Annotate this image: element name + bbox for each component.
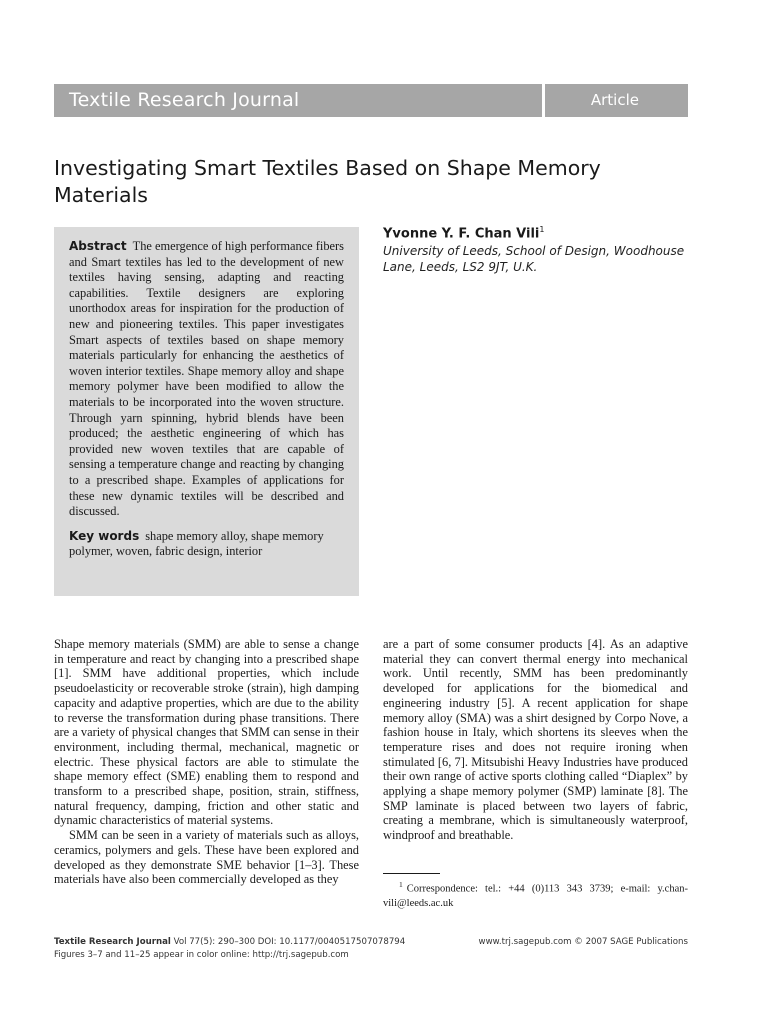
footer-citation-text: Vol 77(5): 290–300 DOI: 10.1177/0040517507078794 <box>170 937 406 947</box>
body-paragraph: Shape memory materials (SMM) are able to sense a change in temperature and react by changing into a prescribed shape [1]. SMM have additional properties, which include pseudoelasticity or recoverable stroke (strain), high damping capacity and adaptive properties, which are due to the ability to reverse the transformation during phase transitions. There are a variety of physical changes that SMM can sense in their environment, including thermal, mechanical, magnetic or electric. These physical factors are able to stimulate the shape memory effect (SME) enabling them to respond and transform to a prescribed shape, position, strain, stiffness, natural frequency, damping, friction and other static and dynamic characteristics of material systems. <box>54 637 359 828</box>
keywords-label: Key words <box>69 528 140 543</box>
author-affiliation: University of Leeds, School of Design, Woodhouse Lane, Leeds, LS2 9JT, U.K. <box>383 244 685 275</box>
abstract-box <box>54 227 359 596</box>
abstract-label: Abstract <box>69 239 127 253</box>
footnote-text: Correspondence: tel.: +44 (0)113 343 3739; e-mail: y.chan-vili@leeds.ac.uk <box>383 883 688 909</box>
keywords-text: shape memory alloy, shape memory polymer, woven, fabric design, interior <box>69 528 324 559</box>
body-paragraph: are a part of some consumer products [4]. As an adaptive material they can convert thermal energy into mechanical work. Until recently, SMM has been predominantly developed for applications for the biomedical and engineering industry [5]. A recent application for shape memory alloy (SMA) was a shirt designed by Corpo Nove, a fashion house in Italy, which shortens its sleeves when the temperature rises and does not require ironing when stimulated [6, 7]. Mitsubishi Heavy Industries have produced their own range of active sports clothing called “Diaplex” by applying a shape memory polymer (SMP) laminate [8]. The SMP laminate is placed between two layers of fabric, creating a membrane, which is simultaneously waterproof, windproof and breathable. <box>383 637 688 843</box>
article-type-label: Article <box>545 84 688 117</box>
footer-journal-name: Textile Research Journal <box>54 937 171 947</box>
footnote-divider <box>383 873 440 874</box>
footnote <box>383 878 688 912</box>
abstract-paragraph <box>69 239 344 520</box>
author-name: Yvonne Y. F. Chan Vili <box>383 226 540 242</box>
author-name-line <box>383 225 693 241</box>
body-column-right <box>383 637 688 843</box>
journal-name: Textile Research Journal <box>54 84 542 117</box>
author-block <box>383 225 693 275</box>
keywords-paragraph <box>69 529 344 560</box>
paper-title: Investigating Smart Textiles Based on Shape Memory Materials <box>54 156 601 207</box>
journal-header-bar <box>54 84 688 117</box>
footer-publisher: www.trj.sagepub.com © 2007 SAGE Publications <box>478 937 688 947</box>
body-column-left <box>54 637 359 887</box>
author-footnote-marker: 1 <box>539 225 545 234</box>
body-paragraph: SMM can be seen in a variety of materials such as alloys, ceramics, polymers and gels. These have been explored and developed as they demonstrate SME behavior [1–3]. These materials have also been commercially developed as they <box>54 828 359 887</box>
color-online-note: Figures 3–7 and 11–25 appear in color online: http://trj.sagepub.com <box>54 949 349 960</box>
footnote-marker: 1 <box>399 880 403 889</box>
abstract-text: The emergence of high performance fibers and Smart textiles has led to the development of new textiles having sensing, adapting and reacting capabilities. Textile designers are exploring unorthodox areas for inspiration for the production of new and pioneering textiles. This paper investigates Smart aspects of textiles based on shape memory materials particularly for enhancing the aesthetics of woven interior textiles. Shape memory alloy and shape memory polymer have been modified to allow the materials to be incorporated into the woven structure. Through yarn spinning, hybrid blends have been produced; the aesthetic engineering of which has provided new woven textiles that are capable of sensing a temperature change and reacting by changing to a prescribed shape. Examples of applications for these new dynamic textiles will be described and discussed. <box>69 239 344 519</box>
